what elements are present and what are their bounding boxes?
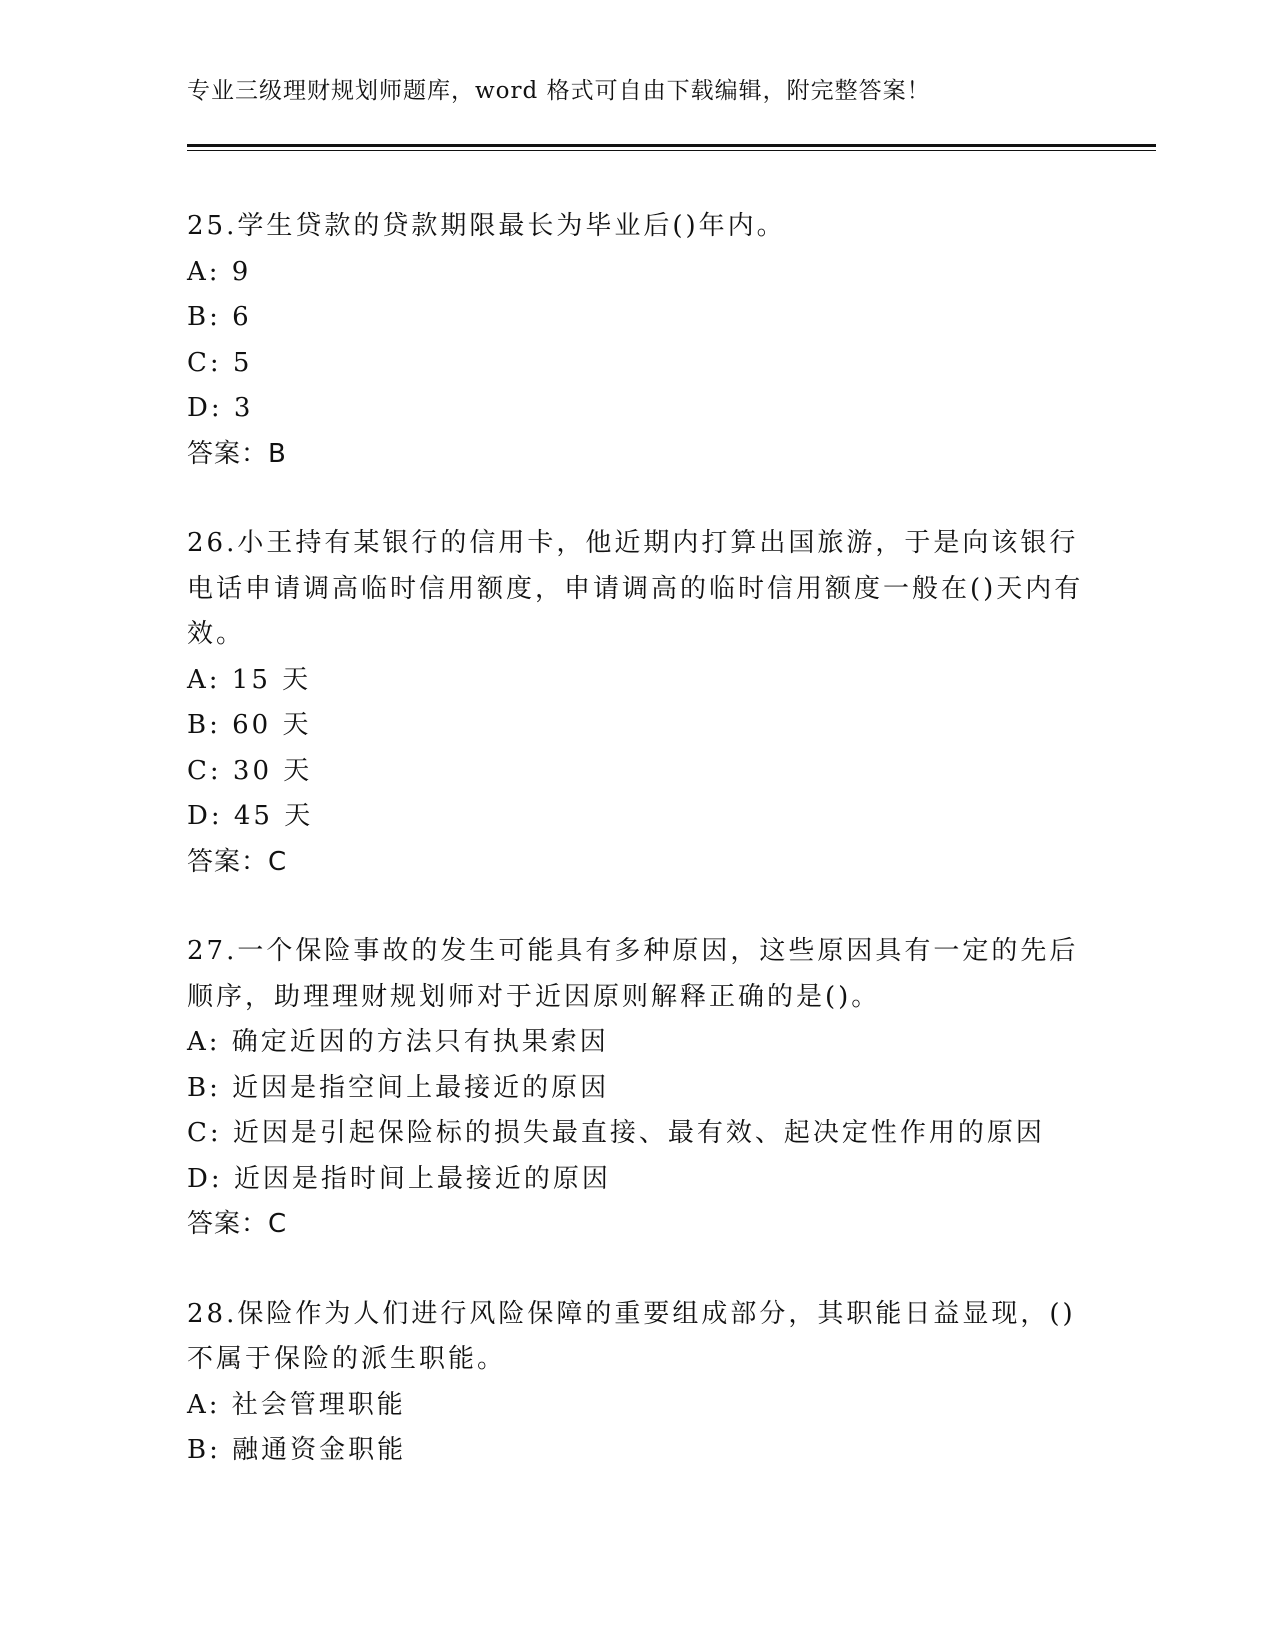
option-c: C: 30 天 <box>187 755 313 786</box>
answer-line: 答案：C <box>187 1209 288 1239</box>
question-list <box>187 204 1087 1518</box>
option-c: C: 近因是引起保险标的损失最直接、最有效、起决定性作用的原因 <box>187 1118 1045 1148</box>
option-a: A: 15 天 <box>187 664 312 695</box>
header-divider-thin <box>187 150 1156 151</box>
question-28 <box>187 1292 1087 1474</box>
option-d: D: 近因是指时间上最接近的原因 <box>187 1163 611 1194</box>
option-b: B: 近因是指空间上最接近的原因 <box>187 1072 610 1103</box>
option-a: A: 确定近因的方法只有执果索因 <box>187 1027 609 1057</box>
option-b: B: 融通资金职能 <box>187 1435 407 1465</box>
page-header-title: 专业三级理财规划师题库，word 格式可自由下载编辑，附完整答案！ <box>187 78 931 104</box>
question-stem: 25.学生贷款的贷款期限最长为毕业后()年内。 <box>187 211 786 241</box>
option-c: C: 5 <box>187 347 253 378</box>
question-26 <box>187 521 1087 885</box>
option-a: A: 9 <box>187 256 252 287</box>
answer-line: 答案：C <box>187 846 288 877</box>
option-d: D: 45 天 <box>187 801 314 831</box>
answer-line: 答案：B <box>187 438 287 469</box>
question-stem: 26.小王持有某银行的信用卡，他近期内打算出国旅游，于是向该银行电话申请调高临时信用额度，申请调高的临时信用额度一般在()天内有效。 <box>187 528 1084 649</box>
question-stem: 28.保险作为人们进行风险保障的重要组成部分，其职能日益显现，()不属于保险的派生职能。 <box>187 1298 1076 1374</box>
header-divider-thick <box>187 144 1156 147</box>
option-a: A: 社会管理职能 <box>187 1389 406 1420</box>
question-25 <box>187 204 1087 477</box>
question-27 <box>187 929 1087 1248</box>
question-stem: 27.一个保险事故的发生可能具有多种原因，这些原因具有一定的先后顺序，助理理财规划师对于近因原则解释正确的是()。 <box>187 936 1079 1012</box>
option-b: B: 60 天 <box>187 710 312 740</box>
option-d: D: 3 <box>187 393 254 423</box>
option-b: B: 6 <box>187 302 252 332</box>
